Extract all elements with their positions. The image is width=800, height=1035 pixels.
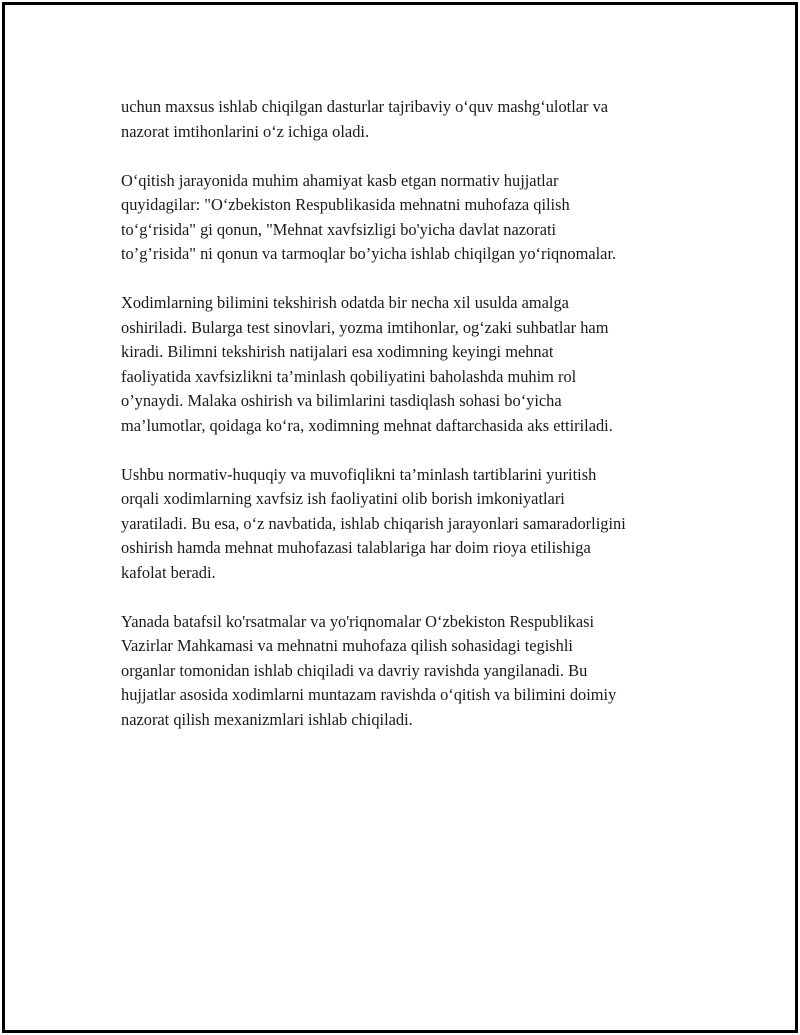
- text-line: hujjatlar asosida xodimlarni muntazam ravishda o‘qitish va bilimini doimiy: [121, 685, 617, 704]
- text-line: oshirish hamda mehnat muhofazasi talablariga har doim rioya etilishiga: [121, 538, 591, 557]
- text-line: orqali xodimlarning xavfsiz ish faoliyatini olib borish imkoniyatlari: [121, 489, 565, 508]
- text-line: kiradi. Bilimni tekshirish natijalari esa xodimning keyingi mehnat: [121, 342, 554, 361]
- text-line: organlar tomonidan ishlab chiqiladi va davriy ravishda yangilanadi. Bu: [121, 660, 588, 680]
- text-line: O‘qitish jarayonida muhim ahamiyat kasb etgan normativ hujjatlar: [121, 170, 559, 190]
- document-body: [121, 95, 701, 757]
- paragraph-4: [121, 463, 701, 586]
- text-line: o’ynaydi. Malaka oshirish va bilimlarini tasdiqlash sohasi bo‘yicha: [121, 391, 562, 410]
- text-line: ma’lumotlar, qoidaga ko‘ra, xodimning mehnat daftarchasida aks ettiriladi.: [121, 415, 613, 435]
- text-line: oshiriladi. Bularga test sinovlari, yozma imtihonlar, og‘zaki suhbatlar ham: [121, 317, 609, 337]
- paragraph-2: [121, 169, 701, 267]
- text-line: faoliyatida xavfsizlikni ta’minlash qobiliyatini baholashda muhim rol: [121, 366, 577, 386]
- paragraph-5: [121, 610, 701, 733]
- text-line: to’g’risida" ni qonun va tarmoqlar bo’yicha ishlab chiqilgan yo‘riqnomalar.: [121, 244, 617, 263]
- text-line: nazorat qilish mexanizmlari ishlab chiqiladi.: [121, 709, 413, 729]
- text-line: Yanada batafsil ko'rsatmalar va yo'riqnomalar O‘zbekiston Respublikasi: [121, 611, 595, 631]
- text-line: yaratiladi. Bu esa, o‘z navbatida, ishlab chiqarish jarayonlari samaradorligini: [121, 513, 626, 533]
- text-line: Xodimlarning bilimini tekshirish odatda bir necha xil usulda amalga: [121, 293, 569, 312]
- text-line: to‘g‘risida" gi qonun, "Mehnat xavfsizligi bo'yicha davlat nazorati: [121, 219, 557, 239]
- paragraph-3: [121, 291, 701, 438]
- text-line: quyidagilar: "O‘zbekiston Respublikasida mehnatni muhofaza qilish: [121, 195, 570, 214]
- text-line: uchun maxsus ishlab chiqilgan dasturlar tajribaviy o‘quv mashg‘ulotlar va: [121, 97, 609, 116]
- text-line: kafolat beradi.: [121, 562, 216, 582]
- text-line: nazorat imtihonlarini o‘z ichiga oladi.: [121, 121, 370, 141]
- page-frame: [2, 2, 798, 1033]
- text-line: Ushbu normativ-huquqiy va muvofiqlikni ta’minlash tartiblarini yuritish: [121, 464, 597, 484]
- paragraph-1: [121, 95, 701, 144]
- text-line: Vazirlar Mahkamasi va mehnatni muhofaza qilish sohasidagi tegishli: [121, 636, 573, 655]
